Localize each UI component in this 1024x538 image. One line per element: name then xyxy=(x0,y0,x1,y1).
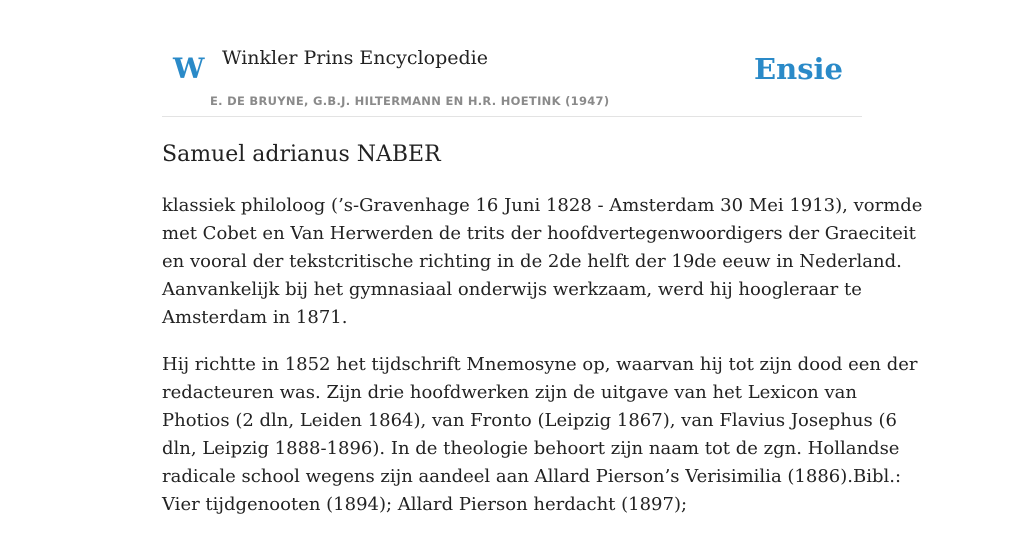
article-paragraph xyxy=(162,351,918,519)
book-title[interactable]: Winkler Prins Encyclopedie xyxy=(222,47,488,69)
article-line: Aanvankelijk bij het gymnasiaal onderwijs werkzaam, werd hij hoogleraar te xyxy=(162,279,862,300)
article-line: radicale school wegens zijn aandeel aan Allard Pierson’s Verisimilia (1886).Bibl.: xyxy=(162,466,902,487)
site-header xyxy=(162,0,862,117)
article-line: Hij richtte in 1852 het tijdschrift Mnemosyne op, waarvan hij tot zijn dood een der xyxy=(162,354,918,375)
article-line: klassiek philoloog (’s-Gravenhage 16 Juni 1828 - Amsterdam 30 Mei 1913), vormde xyxy=(162,195,923,216)
page xyxy=(162,0,923,515)
article-line: Vier tijdgenooten (1894); Allard Pierson herdacht (1897); xyxy=(162,494,688,515)
article-line: dln, Leipzig 1888-1896). In de theologie behoort zijn naam tot de zgn. Hollandse xyxy=(162,438,900,459)
article-line: Photios (2 dln, Leiden 1864), van Fronto (Leipzig 1867), van Flavius Josephus (6 xyxy=(162,410,897,431)
book-logo[interactable]: W xyxy=(173,52,205,85)
entry-title: Samuel adrianus NABER xyxy=(162,142,441,167)
article-paragraph xyxy=(162,192,923,332)
article-body xyxy=(162,192,923,538)
article-line: met Cobet en Van Herwerden de trits der hoofdvertegenwoordigers der Graeciteit xyxy=(162,223,916,244)
article-line: redacteuren was. Zijn drie hoofdwerken zijn de uitgave van het Lexicon van xyxy=(162,382,857,403)
book-authors: E. DE BRUYNE, G.B.J. HILTERMANN EN H.R. HOETINK (1947) xyxy=(210,94,610,108)
article-line: en vooral der tekstcritische richting in de 2de helft der 19de eeuw in Nederland. xyxy=(162,251,902,272)
ensie-logo[interactable]: Ensie xyxy=(754,52,843,86)
article-line: Amsterdam in 1871. xyxy=(162,307,348,328)
